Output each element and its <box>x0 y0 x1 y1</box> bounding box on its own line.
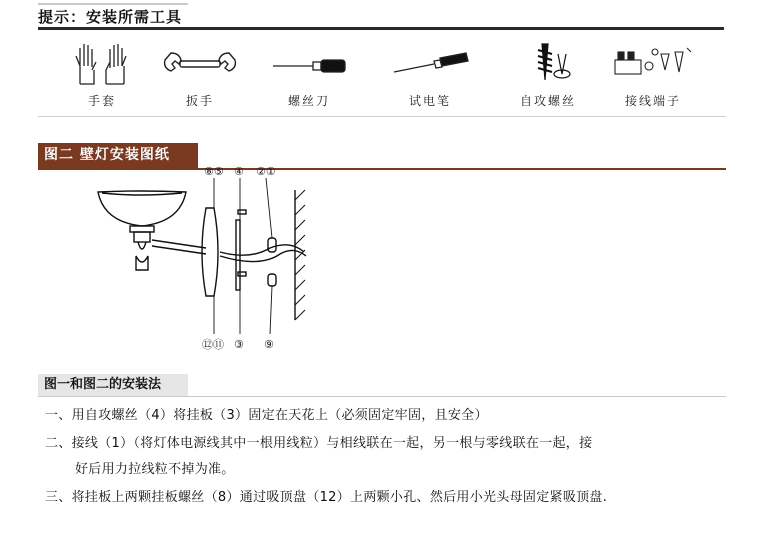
tool-label: 自攻螺丝 <box>519 94 576 108</box>
callout-3: ③ <box>234 338 244 351</box>
instruction-step-2-cont: 好后用力拉线粒不掉为准。 <box>75 462 235 477</box>
section-divider <box>38 116 726 117</box>
wrench-icon <box>161 40 239 88</box>
callout-9: ⑨ <box>264 338 274 351</box>
tool-self-tapping-screw <box>503 40 593 112</box>
screwdriver-icon <box>269 40 349 88</box>
tool-gloves <box>57 40 147 112</box>
test-pen-icon <box>388 40 472 88</box>
tip-divider <box>38 27 724 30</box>
self-tapping-screw-icon <box>518 40 578 88</box>
tool-test-pen <box>385 40 475 112</box>
tip-title: 提示：安装所需工具 <box>38 8 183 26</box>
gloves-icon <box>72 40 132 88</box>
instructions-divider <box>38 396 726 397</box>
top-decor-line <box>38 3 188 5</box>
callout-2-1: ②① <box>256 165 276 178</box>
callout-8-5: ⑧⑤ <box>204 165 224 178</box>
tool-label: 扳手 <box>185 94 214 108</box>
callout-4: ④ <box>234 165 244 178</box>
tool-label: 螺丝刀 <box>287 94 330 108</box>
instruction-step-1: 一、用自攻螺丝（4）将挂板（3）固定在天花上（必须固定牢固，且安全） <box>45 408 488 423</box>
tool-wire-terminal <box>608 40 698 112</box>
tool-screwdriver <box>264 40 354 112</box>
figure2-title: 图二 壁灯安装图纸 <box>38 143 198 168</box>
tool-wrench <box>155 40 245 112</box>
wire-terminal-icon <box>611 40 695 88</box>
instructions-heading: 图一和图二的安装法 <box>38 374 188 396</box>
wall-lamp-installation-diagram <box>90 160 350 360</box>
tool-label: 接线端子 <box>624 94 681 108</box>
callout-12-11: ⑫⑪ <box>202 338 224 351</box>
instruction-step-3: 三、将挂板上两颗挂板螺丝（8）通过吸顶盘（12）上两颗小孔、然后用小光头母固定紧吸顶盘. <box>45 490 608 505</box>
tool-label: 手套 <box>87 94 116 108</box>
tool-label: 试电笔 <box>408 94 451 108</box>
instruction-step-2: 二、接线（1）（将灯体电源线其中一根用线粒）与相线联在一起，另一根与零线联在一起，接 <box>45 436 593 451</box>
